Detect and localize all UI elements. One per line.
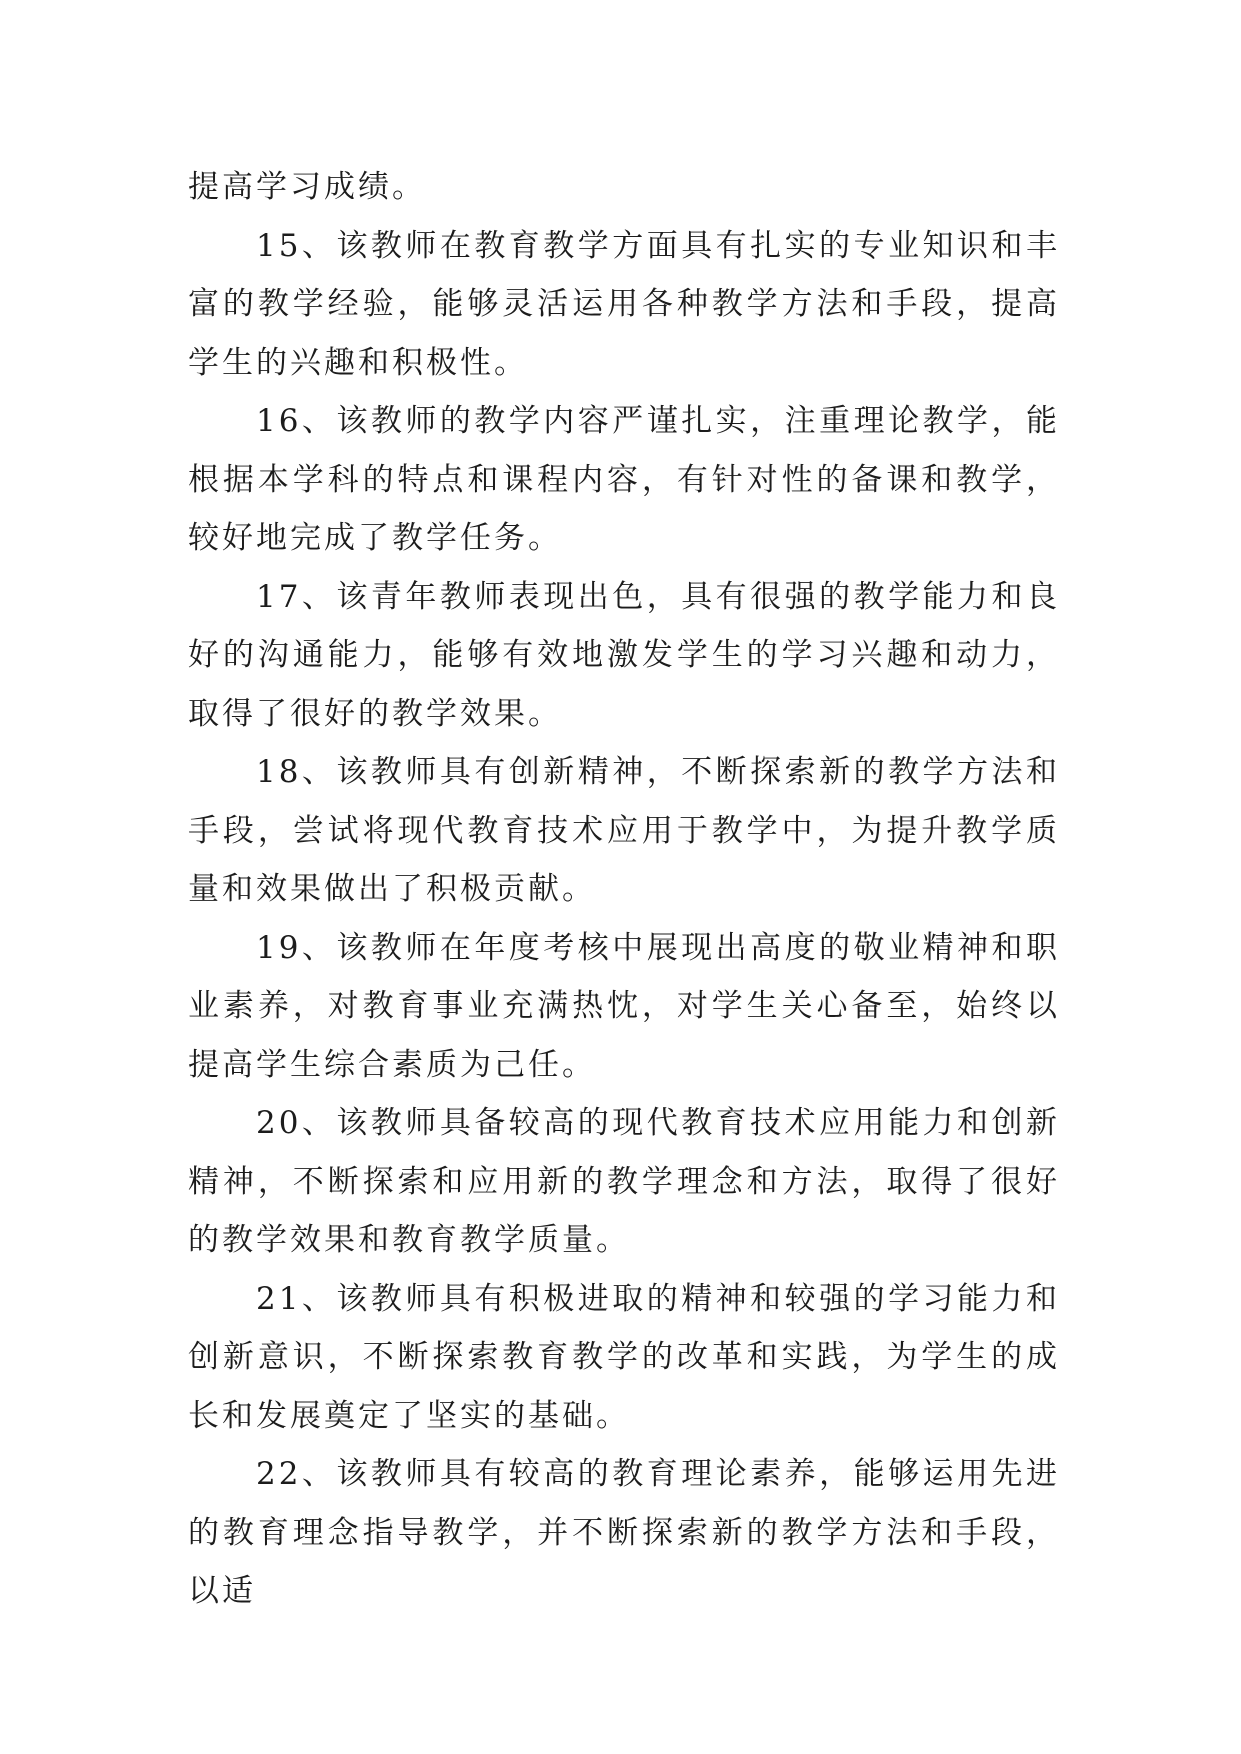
paragraph-15: 15、该教师在教育教学方面具有扎实的专业知识和丰富的教学经验，能够灵活运用各种教学方法和手段，提高学生的兴趣和积极性。	[188, 227, 1060, 381]
paragraph-20: 20、该教师具备较高的现代教育技术应用能力和创新精神，不断探索和应用新的教学理念和方法，取得了很好的教学效果和教育教学质量。	[188, 1105, 1060, 1258]
paragraph-18: 18、该教师具有创新精神，不断探索新的教学方法和手段，尝试将现代教育技术应用于教学中，为提升教学质量和效果做出了积极贡献。	[188, 754, 1060, 907]
paragraph-17: 17、该青年教师表现出色，具有很强的教学能力和良好的沟通能力，能够有效地激发学生的学习兴趣和动力，取得了很好的教学效果。	[188, 578, 1060, 732]
paragraph-22: 22、该教师具有较高的教育理论素养，能够运用先进的教育理念指导教学，并不断探索新的教学方法和手段，以适	[188, 1456, 1060, 1609]
paragraph-21: 21、该教师具有积极进取的精神和较强的学习能力和创新意识，不断探索教育教学的改革和实践，为学生的成长和发展奠定了坚实的基础。	[188, 1280, 1060, 1434]
continuation-paragraph: 提高学习成绩。	[188, 169, 426, 205]
paragraph-19: 19、该教师在年度考核中展现出高度的敬业精神和职业素养，对教育事业充满热忱，对学生关心备至，始终以提高学生综合素质为己任。	[188, 929, 1060, 1083]
document-body	[188, 158, 1060, 1621]
paragraph-16: 16、该教师的教学内容严谨扎实，注重理论教学，能根据本学科的特点和课程内容，有针对性的备课和教学，较好地完成了教学任务。	[188, 403, 1060, 556]
